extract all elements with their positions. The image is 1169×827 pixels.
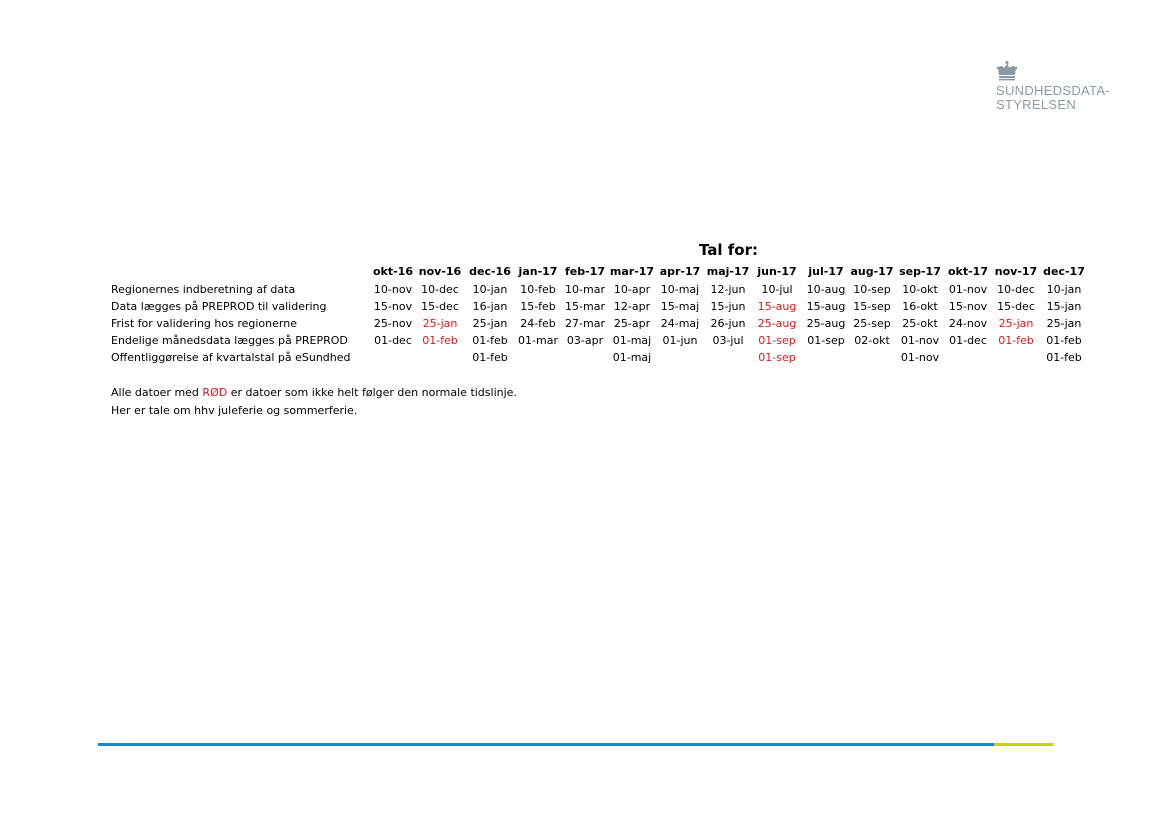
column-header: nov-17 bbox=[994, 265, 1038, 278]
table-cell: 10-okt bbox=[902, 283, 938, 296]
table-cell: 25-aug bbox=[806, 317, 846, 330]
footer-rule-green bbox=[994, 743, 1053, 746]
table-cell: 15-maj bbox=[660, 300, 700, 313]
note-red-word: RØD bbox=[202, 386, 228, 399]
table-cell: 15-mar bbox=[565, 300, 605, 313]
table-cell: 25-apr bbox=[613, 317, 651, 330]
row-label: Frist for validering hos regionerne bbox=[111, 317, 297, 330]
table-cell: 01-dec bbox=[374, 334, 412, 347]
table-cell: 10-mar bbox=[565, 283, 605, 296]
table-cell: 10-feb bbox=[520, 283, 556, 296]
table-cell: 27-mar bbox=[565, 317, 605, 330]
table-cell: 10-nov bbox=[373, 283, 413, 296]
table-cell: 10-aug bbox=[806, 283, 846, 296]
table-cell: 01-feb bbox=[1046, 351, 1082, 364]
table-cell: 01-sep bbox=[807, 334, 845, 347]
column-header: okt-17 bbox=[947, 265, 988, 278]
column-header: nov-16 bbox=[418, 265, 462, 278]
table-cell: 10-apr bbox=[613, 283, 651, 296]
table-cell: 10-sep bbox=[853, 283, 891, 296]
table-cell: 16-okt bbox=[902, 300, 938, 313]
table-cell: 15-nov bbox=[373, 300, 413, 313]
table-cell: 25-okt bbox=[902, 317, 938, 330]
table-cell: 12-apr bbox=[613, 300, 651, 313]
table-cell: 10-dec bbox=[421, 283, 459, 296]
table-cell: 24-nov bbox=[948, 317, 988, 330]
table-cell: 10-maj bbox=[660, 283, 700, 296]
column-header: apr-17 bbox=[659, 265, 701, 278]
row-label: Endelige månedsdata lægges på PREPROD bbox=[111, 334, 348, 347]
table-cell: 03-apr bbox=[566, 334, 604, 347]
table-cell: 15-jan bbox=[1046, 300, 1082, 313]
column-header: jul-17 bbox=[808, 265, 844, 278]
table-cell: 01-jun bbox=[662, 334, 698, 347]
table-cell: 01-dec bbox=[949, 334, 987, 347]
table-cell: 25-jan bbox=[422, 317, 458, 330]
table-cell: 15-jun bbox=[710, 300, 746, 313]
table-cell: 01-mar bbox=[518, 334, 558, 347]
table-cell: 24-feb bbox=[520, 317, 556, 330]
table-cell: 10-dec bbox=[997, 283, 1035, 296]
table-cell: 10-jul bbox=[761, 283, 793, 296]
table-cell: 25-sep bbox=[853, 317, 891, 330]
column-header: jan-17 bbox=[518, 265, 558, 278]
table-cell: 25-aug bbox=[757, 317, 797, 330]
table-cell: 15-dec bbox=[997, 300, 1035, 313]
note-text-before: Alle datoer med bbox=[111, 386, 203, 399]
table-cell: 01-feb bbox=[472, 334, 508, 347]
column-header: mar-17 bbox=[609, 265, 655, 278]
table-cell: 16-jan bbox=[472, 300, 508, 313]
table-cell: 25-jan bbox=[998, 317, 1034, 330]
table-cell: 25-nov bbox=[373, 317, 413, 330]
note-line-2: Her er tale om hhv juleferie og sommerferie. bbox=[111, 404, 358, 417]
table-title: Tal for: bbox=[699, 241, 759, 259]
table-cell: 24-maj bbox=[660, 317, 700, 330]
table-cell: 15-nov bbox=[948, 300, 988, 313]
table-cell: 15-aug bbox=[757, 300, 797, 313]
row-label: Offentliggørelse af kvartalstal på eSundhed bbox=[111, 351, 351, 364]
table-cell: 01-feb bbox=[472, 351, 508, 364]
logo-text-line1: SUNDHEDSDATA- bbox=[996, 83, 1110, 98]
table-cell: 01-sep bbox=[758, 334, 796, 347]
note-text-after: er datoer som ikke helt følger den normale tidslinje. bbox=[227, 386, 517, 399]
table-cell: 01-nov bbox=[900, 351, 940, 364]
table-cell: 25-jan bbox=[1046, 317, 1082, 330]
column-header: okt-16 bbox=[372, 265, 413, 278]
table-cell: 01-nov bbox=[900, 334, 940, 347]
table-cell: 02-okt bbox=[854, 334, 890, 347]
table-cell: 15-dec bbox=[421, 300, 459, 313]
table-cell: 10-jan bbox=[1046, 283, 1082, 296]
table-cell: 01-nov bbox=[948, 283, 988, 296]
table-cell: 15-sep bbox=[853, 300, 891, 313]
column-header: dec-17 bbox=[1043, 265, 1085, 278]
table-cell: 10-jan bbox=[472, 283, 508, 296]
table-cell: 01-maj bbox=[612, 351, 652, 364]
row-label: Data lægges på PREPROD til validering bbox=[111, 300, 327, 313]
footer-rule-blue bbox=[98, 743, 994, 746]
table-cell: 15-aug bbox=[806, 300, 846, 313]
table-cell: 01-feb bbox=[1046, 334, 1082, 347]
table-cell: 01-maj bbox=[612, 334, 652, 347]
logo-text-line2: STYRELSEN bbox=[996, 97, 1077, 112]
column-header: sep-17 bbox=[899, 265, 941, 278]
table-cell: 25-jan bbox=[472, 317, 508, 330]
row-label: Regionernes indberetning af data bbox=[111, 283, 296, 296]
column-header: aug-17 bbox=[850, 265, 894, 278]
table-cell: 15-feb bbox=[520, 300, 556, 313]
column-header: maj-17 bbox=[706, 265, 750, 278]
note-line-1 bbox=[111, 384, 517, 401]
table-cell: 03-jul bbox=[712, 334, 744, 347]
table-cell: 01-feb bbox=[998, 334, 1034, 347]
column-header: dec-16 bbox=[469, 265, 511, 278]
column-header: feb-17 bbox=[565, 265, 605, 278]
table-cell: 01-sep bbox=[758, 351, 796, 364]
table-cell: 12-jun bbox=[710, 283, 746, 296]
table-cell: 01-feb bbox=[422, 334, 458, 347]
column-header: jun-17 bbox=[757, 265, 797, 278]
table-cell: 26-jun bbox=[710, 317, 746, 330]
